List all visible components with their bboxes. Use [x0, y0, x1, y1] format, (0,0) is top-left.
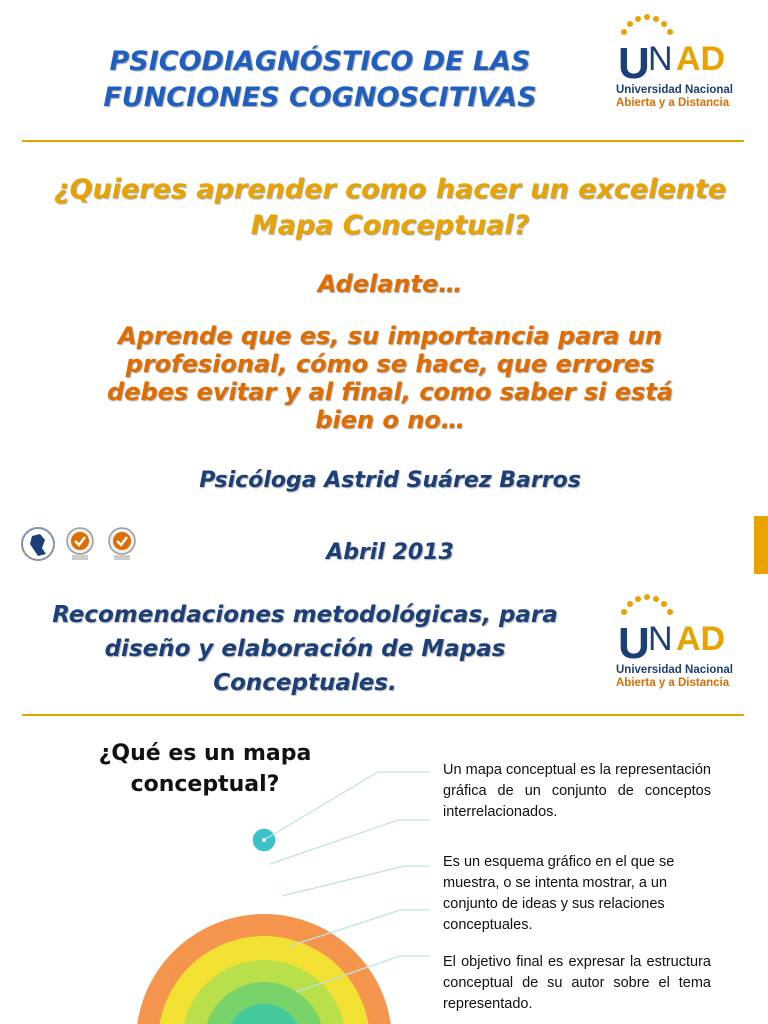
slide-title: Recomendaciones metodológicas, para diseño y elaboración de Mapas Conceptuales. — [52, 602, 558, 696]
divider — [22, 714, 744, 716]
divider — [22, 140, 744, 142]
svg-text:U: U — [618, 39, 650, 84]
unad-logo-mark — [616, 14, 746, 84]
description-text: Aprende que es, su importancia para un profesional, cómo se hace, que errores debes evitar y al final, como saber si está bien o no… — [106, 322, 673, 434]
question-text: ¿Quieres aprender como hacer un excelente Mapa Conceptual? — [53, 174, 727, 241]
logo-name-line2: Abierta y a Distancia — [616, 97, 730, 109]
section-heading: ¿Qué es un mapa conceptual? — [98, 741, 312, 797]
logo-name-line1: Universidad Nacional — [616, 84, 733, 96]
definition-3: El objetivo final es expresar la estructura conceptual de su autor sobre el tema representado. — [443, 954, 711, 1012]
definition-2: Es un esquema gráfico en el que se muestra, o se intenta mostrar, a un conjunto de ideas y sus relaciones conceptuales. — [443, 854, 675, 933]
svg-text:N: N — [648, 40, 673, 78]
author-name: Psicóloga Astrid Suárez Barros — [199, 468, 581, 493]
svg-text:N: N — [648, 620, 673, 658]
definition-1: Un mapa conceptual es la representación gráfica de un conjunto de conceptos interrelacionados. — [443, 762, 711, 820]
connector-line — [282, 866, 430, 896]
side-tab — [754, 516, 768, 574]
connector-line — [264, 772, 430, 840]
slide-title: PSICODIAGNÓSTICO DE LAS FUNCIONES COGNOSCITIVAS — [103, 46, 537, 113]
logo-name-line2: Abierta y a Distancia — [616, 677, 730, 689]
svg-text:AD: AD — [676, 620, 726, 658]
unad-logo-mark — [616, 594, 746, 664]
svg-text:AD: AD — [676, 40, 726, 78]
slide-2 — [0, 594, 768, 1024]
connector-line — [270, 820, 430, 864]
unad-logo — [616, 14, 746, 114]
date-text: Abril 2013 — [326, 540, 454, 565]
logo-name-line1: Universidad Nacional — [616, 664, 733, 676]
adelante-text: Adelante… — [317, 270, 463, 298]
svg-text:U: U — [618, 619, 650, 664]
unad-logo — [616, 594, 746, 694]
